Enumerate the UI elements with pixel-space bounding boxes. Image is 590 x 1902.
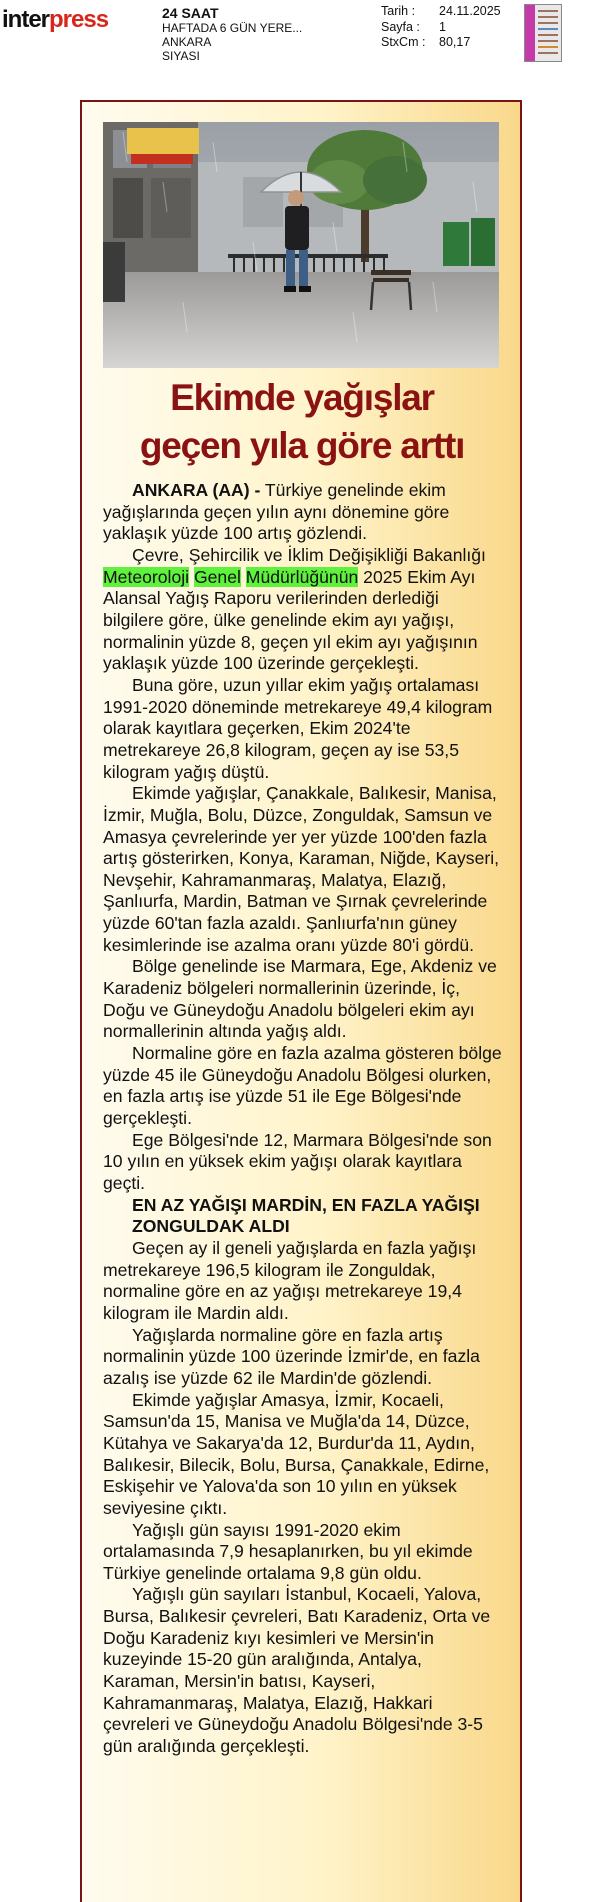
logo-part2: press [49, 6, 109, 33]
meta-size-label: StxCm : [381, 35, 426, 49]
paragraph-1-text: Türkiye genelinde ekim yağışlarında geçen yılın aynı dönemine göre yaklaşık yüzde 100 artış gözlendi. [103, 480, 450, 544]
dateline: ANKARA (AA) - [132, 480, 261, 500]
paragraph-5: Bölge genelinde ise Marmara, Ege, Akdeniz ve Karadeniz bölgeleri normallerinin üzerinde, İç, Doğu ve Güneydoğu Anadolu bölgeleri ekim ayı normallerinin altında yağış aldı. [103, 956, 497, 1042]
meta-date-row [381, 4, 501, 20]
highlight-mudurlugu: Müdürlüğünün [245, 566, 359, 587]
publication-city: ANKARA [162, 35, 212, 49]
clip-meta [381, 4, 501, 51]
page-thumbnail[interactable] [524, 4, 562, 62]
meta-page-label: Sayfa : [381, 19, 420, 34]
subheading: EN AZ YAĞIŞI MARDİN, EN FAZLA YAĞIŞI ZONGULDAK ALDI [132, 1194, 480, 1237]
publication-info [162, 6, 302, 63]
meta-page-value: 1 [439, 19, 446, 34]
paragraph-11: Yağışlı gün sayısı 1991-2020 ekim ortalamasında 7,9 hesaplanırken, bu yıl ekimde Türkiye genelinde ortalama 9,8 gün oldu. [103, 1519, 473, 1583]
paragraph-12: Yağışlı gün sayıları İstanbul, Kocaeli, Yalova, Bursa, Balıkesir çevreleri, Batı Karadeniz, Orta ve Doğu Karadeniz kıyı kesimleri ve Mersin'in kuzeyinde 15-20 gün aralığında, Antalya, Karaman, Mersin'in batısı, Kayseri, Kahramanmaraş, Malatya, Elazığ, Hakkari çevreleri ve Güneydoğu Anadolu Bölgesi'nde 3-5 gün aralığında gerçekleşti. [103, 1584, 491, 1757]
publication-frequency: HAFTADA 6 GÜN YERE... [162, 21, 303, 35]
paragraph-10: Ekimde yağışlar Amasya, İzmir, Kocaeli, Samsun'da 15, Manisa ve Muğla'da 14, Düzce, Kütahya ve Sakarya'da 12, Burdur'da 11, Aydın, Balıkesir, Bilecik, Bolu, Bursa, Çanakkale, Edirne, Eskişehir ve Yalova'da son 10 yılın en yüksek seviyesine çıktı. [103, 1389, 490, 1518]
paragraph-1 [103, 480, 503, 545]
headline-line-1: Ekimde yağışlar [170, 377, 434, 418]
highlight-genel: Genel [193, 566, 241, 587]
paragraph-4: Ekimde yağışlar, Çanakkale, Balıkesir, Manisa, İzmir, Muğla, Bolu, Düzce, Zonguldak, Samsun ve Amasya çevrelerinde yer yer yüzde 100'den fazla artış gösterirken, Konya, Karaman, Niğde, Kayseri, Nevşehir, Kahramanmaraş, Malatya, Elazığ, Şanlıurfa, Mardin, Batman ve Şırnak çevrelerinde yüzde 60'tan fazla azaldı. Şanlıurfa'nın güney kesimlerinde ise azalma oranı yüzde 80'i gördü. [103, 783, 500, 955]
publication-section: SIYASI [162, 49, 200, 63]
logo-part1: inter [2, 6, 50, 33]
meta-size-row [381, 35, 501, 51]
paragraph-3: Buna göre, uzun yıllar ekim yağış ortalaması 1991-2020 döneminde metrekareye 49,4 kilogram olarak kayıtlara geçerken, Ekim 2024'te metrekareye 26,8 kilogram, geçen ay ise 53,5 kilogram yağış düştü. [103, 674, 493, 782]
paragraph-6: Normaline göre en fazla azalma gösteren bölge yüzde 45 ile Güneydoğu Anadolu Bölgesi olurken, en fazla artış ise yüzde 51 ile Ege Bölgesi'nde gerçekleşti. [103, 1043, 502, 1129]
paragraph-8: Geçen ay il geneli yağışlarda en fazla yağışı metrekareye 196,5 kilogram ile Zonguldak, normaline göre en az yağışı metrekareye 19,4 kilogram ile Mardin aldı. [103, 1237, 477, 1323]
highlight-meteoroloji: Meteoroloji [103, 566, 190, 587]
meta-size-value: 80,17 [439, 35, 471, 49]
publication-name: 24 SAAT [162, 5, 219, 21]
paragraph-9: Yağışlarda normaline göre en fazla artış normalinin yüzde 100 üzerinde İzmir'de, en fazla azalış ise yüzde 62 ile Mardin'de gözlendi. [103, 1324, 480, 1388]
article-headline [100, 374, 504, 470]
meta-date-label: Tarih : [381, 4, 416, 18]
headline-line-2: geçen yıla göre arttı [139, 425, 465, 466]
paragraph-7: Ege Bölgesi'nde 12, Marmara Bölgesi'nde son 10 yılın en yüksek ekim yağışı olarak kayıtlara geçti. [103, 1129, 492, 1193]
meta-page-row [381, 20, 501, 36]
rain-street-photo [103, 122, 499, 368]
article-body [103, 480, 503, 1758]
paragraph-2-text-a: Çevre, Şehircilik ve İklim Değişikliği Bakanlığı [132, 544, 486, 565]
paragraph-2-text-b: 2025 Ekim Ayı Alansal Yağış Raporu verilerinden derlediği bilgilere göre, ülke genelinde ekim ayı yağışı, normalinin yüzde 8, geçen yıl ekim ayı yağışının yaklaşık yüzde 100 üzerinde gerçekleşti. [103, 566, 478, 674]
article-frame [80, 100, 522, 1902]
meta-date-value: 24.11.2025 [439, 4, 501, 18]
paragraph-2 [103, 545, 503, 675]
interpress-logo [2, 6, 108, 34]
